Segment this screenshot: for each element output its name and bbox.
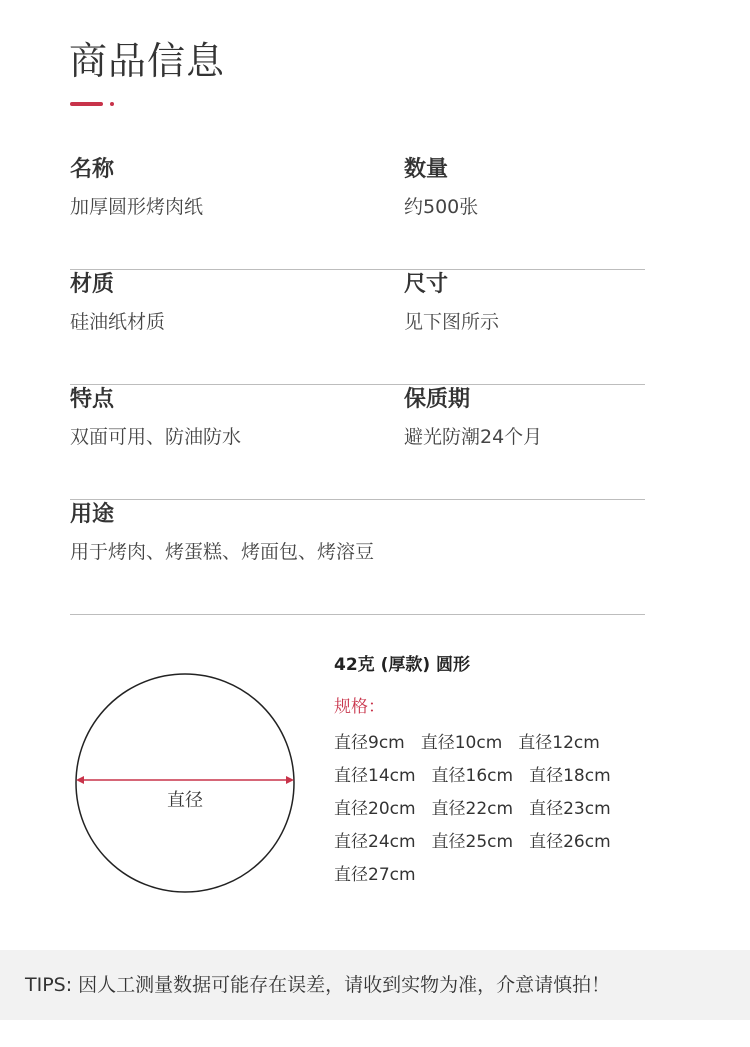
size-item: 直径27cm (334, 865, 416, 885)
info-label: 材质 (70, 272, 115, 297)
info-row-name-quantity (70, 155, 645, 270)
info-value: 加厚圆形烤肉纸 (70, 196, 204, 218)
info-cell-usage (70, 500, 374, 565)
info-row-feature-shelf-life (70, 385, 645, 500)
info-label: 数量 (404, 157, 449, 182)
page-title: 商品信息 (69, 39, 226, 83)
paper-circle-outline (76, 674, 294, 892)
size-item: 直径25cm (431, 832, 514, 852)
size-item: 直径10cm (420, 733, 503, 753)
info-value: 约500张 (404, 196, 479, 218)
info-value: 避光防潮24个月 (404, 426, 543, 448)
circle-diagram-graphic (70, 668, 300, 898)
title-accent-dot (110, 102, 114, 106)
size-item: 直径22cm (431, 799, 514, 819)
info-cell-size (404, 270, 499, 335)
info-cell-feature (70, 385, 241, 450)
info-label: 特点 (70, 387, 115, 412)
diameter-label: 直径 (167, 790, 203, 811)
title-accent-bar (70, 102, 103, 106)
diameter-diagram (70, 668, 300, 898)
size-item: 直径26cm (529, 832, 611, 852)
info-cell-material (70, 270, 165, 335)
info-value: 硅油纸材质 (70, 311, 166, 333)
info-label: 名称 (70, 157, 115, 182)
info-row-usage (70, 500, 645, 615)
size-list (334, 730, 634, 888)
tips-bar (0, 950, 750, 1020)
spec-title: 42克 (厚款) 圆形 (334, 655, 471, 675)
info-value: 双面可用、防油防水 (70, 426, 242, 448)
info-label: 保质期 (404, 387, 471, 412)
tips-text: TIPS: 因人工测量数据可能存在误差，请收到实物为准，介意请慎拍！ (25, 974, 611, 996)
spec-label: 规格： (334, 697, 385, 717)
info-cell-quantity (404, 155, 478, 220)
info-row-material-size (70, 270, 645, 385)
size-item: 直径9cm (334, 733, 405, 753)
arrow-right-icon (286, 776, 294, 784)
size-item: 直径18cm (529, 766, 611, 786)
info-cell-shelf-life (404, 385, 542, 450)
info-value: 用于烤肉、烤蛋糕、烤面包、烤溶豆 (70, 541, 375, 563)
size-item: 直径23cm (529, 799, 611, 819)
info-cell-name (70, 155, 203, 220)
info-label: 尺寸 (404, 272, 449, 297)
size-item: 直径16cm (431, 766, 514, 786)
spec-block (334, 652, 734, 888)
info-label: 用途 (70, 502, 115, 527)
size-item: 直径24cm (334, 832, 416, 852)
size-item: 直径20cm (334, 799, 416, 819)
size-item: 直径14cm (334, 766, 416, 786)
arrow-left-icon (76, 776, 84, 784)
size-item: 直径12cm (518, 733, 600, 753)
info-value: 见下图所示 (404, 311, 500, 333)
